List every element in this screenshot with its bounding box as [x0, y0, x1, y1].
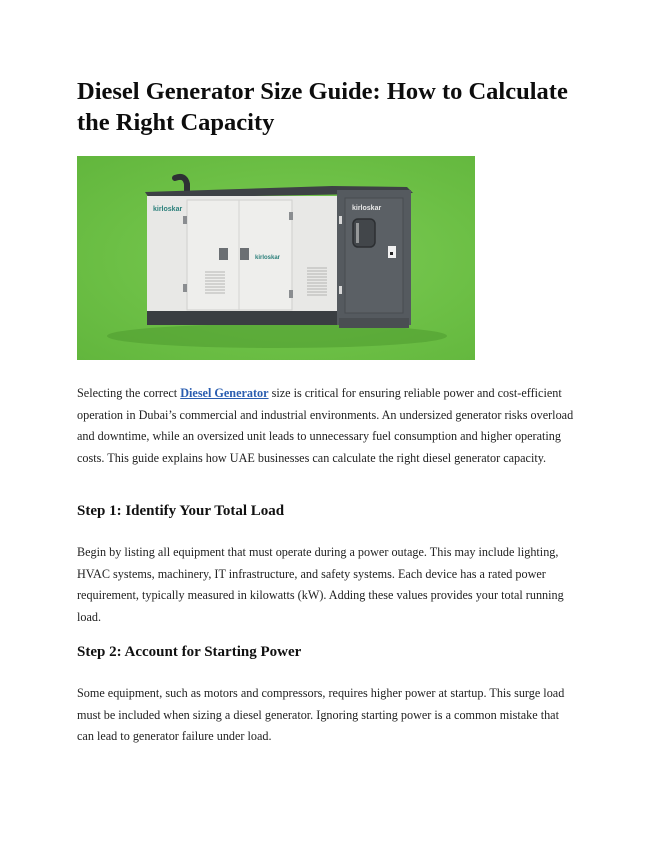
intro-text-end: size is critical for ensuring reliable power and cost-efficient operation in Dubai’s commercial and industrial environments. An undersized generator risks overload and downtime, while an oversized unit leads to unnecessary fuel consumption and higher operating costs. This guide explains how UAE businesses can calculate the right diesel generator capacity.: [77, 386, 574, 465]
intro-text-start: Selecting the correct: [77, 386, 181, 400]
generator-image: [77, 156, 475, 360]
svg-text:kirloskar: kirloskar: [255, 255, 281, 261]
page-title: Diesel Generator Size Guide: How to Calculate the Right Capacity: [77, 78, 568, 136]
svg-text:kirloskar: kirloskar: [153, 206, 183, 213]
diesel-generator-link[interactable]: Diesel Generator: [180, 386, 269, 400]
step2-heading: Step 2: Account for Starting Power: [77, 644, 302, 660]
svg-text:kirloskar: kirloskar: [352, 205, 382, 212]
step1-heading: Step 1: Identify Your Total Load: [77, 503, 285, 519]
generator-illustration: [77, 156, 475, 360]
intro-paragraph: [77, 383, 577, 469]
step1-paragraph: Begin by listing all equipment that must operate during a power outage. This may include lighting, HVAC systems, machinery, IT infrastructure, and safety systems. Each device has a rated power requirement, typically measured in kilowatts (kW). Adding these values provides your total running load.: [77, 545, 564, 624]
step2-paragraph: Some equipment, such as motors and compressors, requires higher power at startup. This surge load must be included when sizing a diesel generator. Ignoring starting power is a common mistake that can lead to generator failure under load.: [77, 686, 565, 743]
